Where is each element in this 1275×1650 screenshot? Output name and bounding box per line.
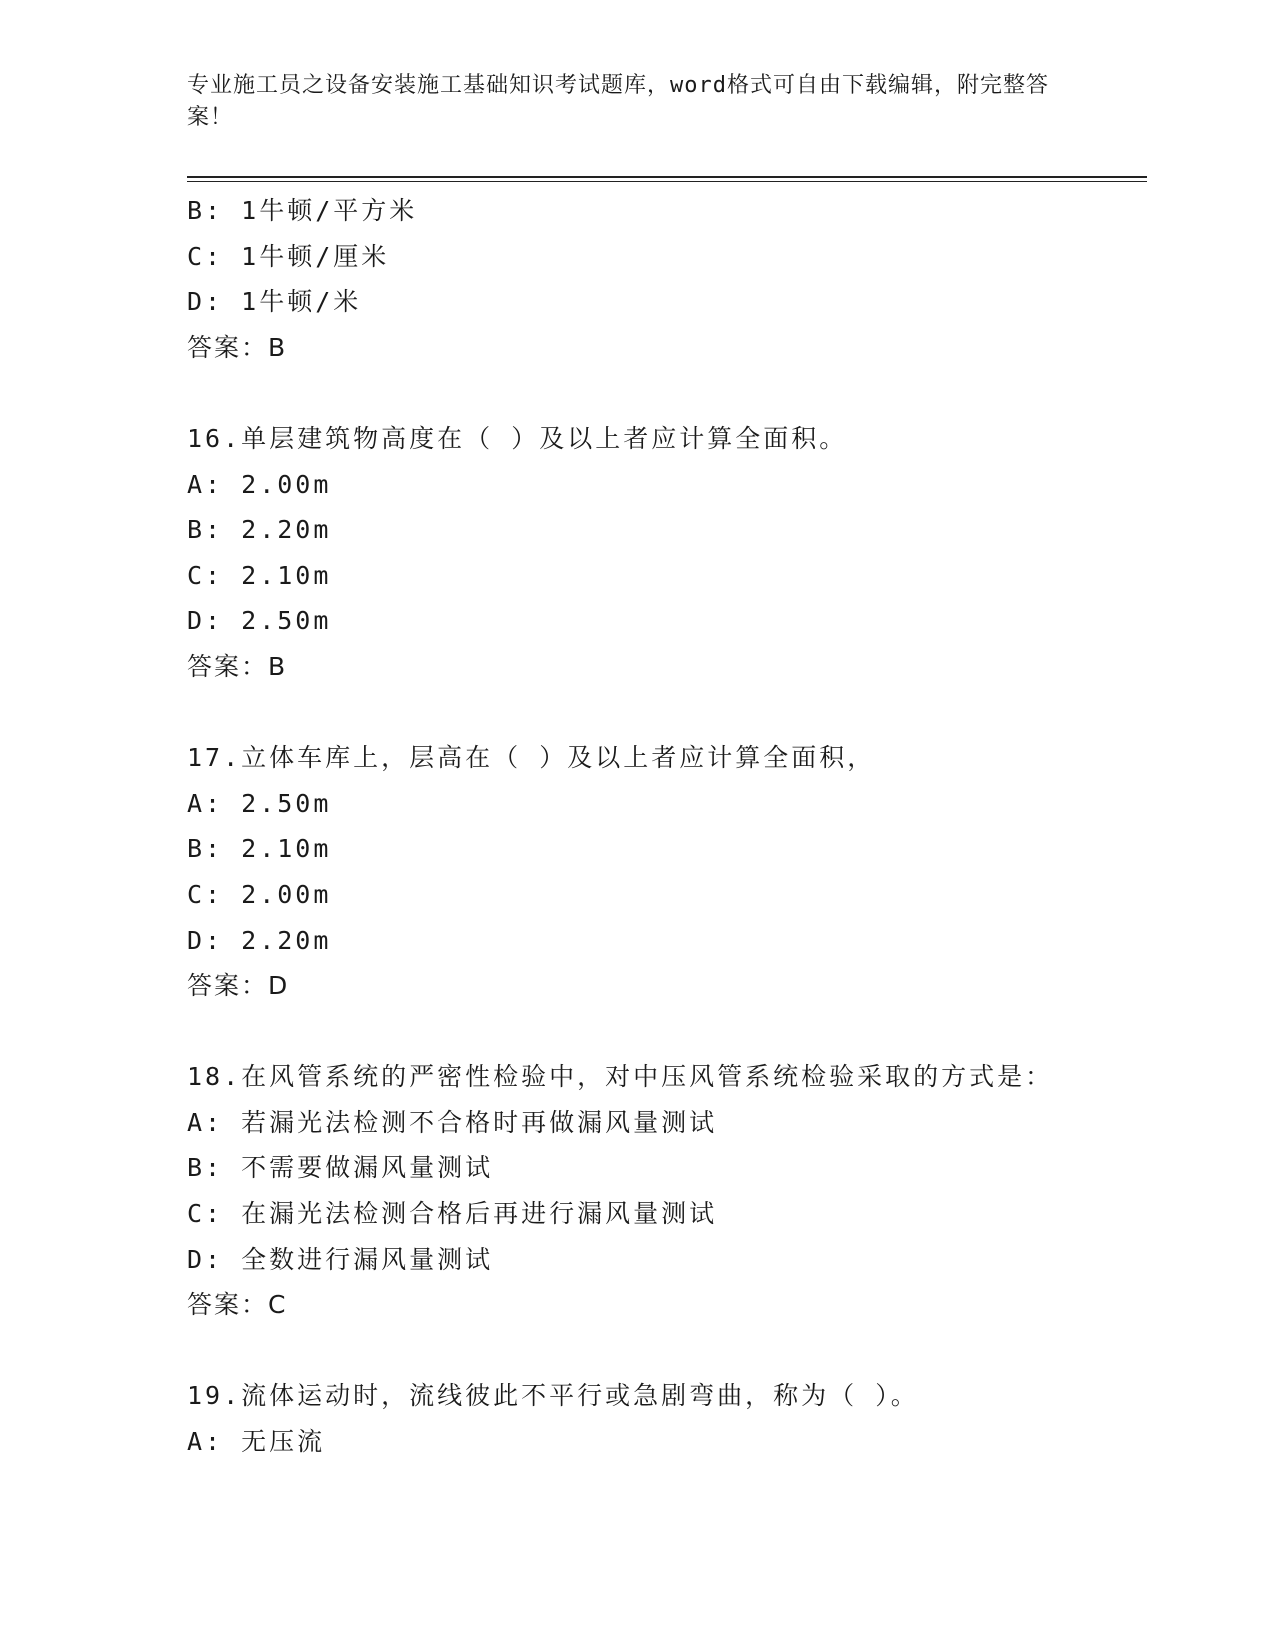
option-d: D: 2.20m [187,925,332,955]
option-d: D: 1牛顿/米 [187,287,362,317]
option-a: A: 若漏光法检测不合格时再做漏风量测试 [187,1107,718,1137]
question-list [187,188,1147,1465]
option-c: C: 2.10m [187,560,332,590]
spacer [187,1328,1147,1374]
spacer [187,370,1147,416]
spacer [187,1009,1147,1055]
answer: 答案：D [187,971,290,1001]
option-b: B: 2.10m [187,834,332,864]
option-c: C: 1牛顿/厘米 [187,241,390,271]
option-b: B: 1牛顿/平方米 [187,196,418,225]
header-rule-thin [187,181,1147,182]
header-rule-thick [187,176,1147,178]
option-a: A: 2.00m [187,469,332,499]
answer: 答案：C [187,1290,288,1320]
option-c: C: 2.00m [187,879,332,909]
option-b: B: 不需要做漏风量测试 [187,1153,494,1183]
option-a: A: 无压流 [187,1427,326,1457]
document-header: 专业施工员之设备安装施工基础知识考试题库，word格式可自由下载编辑，附完整答案！ [187,73,1049,130]
option-d: D: 全数进行漏风量测试 [187,1244,494,1274]
answer: 答案：B [187,332,288,362]
question-stem: 18.在风管系统的严密性检验中，对中压风管系统检验采取的方式是： [187,1062,1054,1092]
question-stem: 17.立体车库上，层高在（ ）及以上者应计算全面积， [187,743,876,773]
question-stem: 16.单层建筑物高度在（ ）及以上者应计算全面积。 [187,423,848,453]
option-a: A: 2.50m [187,788,332,818]
option-b: B: 2.20m [187,515,332,545]
option-d: D: 2.50m [187,606,332,636]
question-stem: 19.流体运动时，流线彼此不平行或急剧弯曲，称为（ ）。 [187,1381,919,1411]
spacer [187,690,1147,736]
option-c: C: 在漏光法检测合格后再进行漏风量测试 [187,1199,718,1229]
answer: 答案：B [187,651,288,681]
